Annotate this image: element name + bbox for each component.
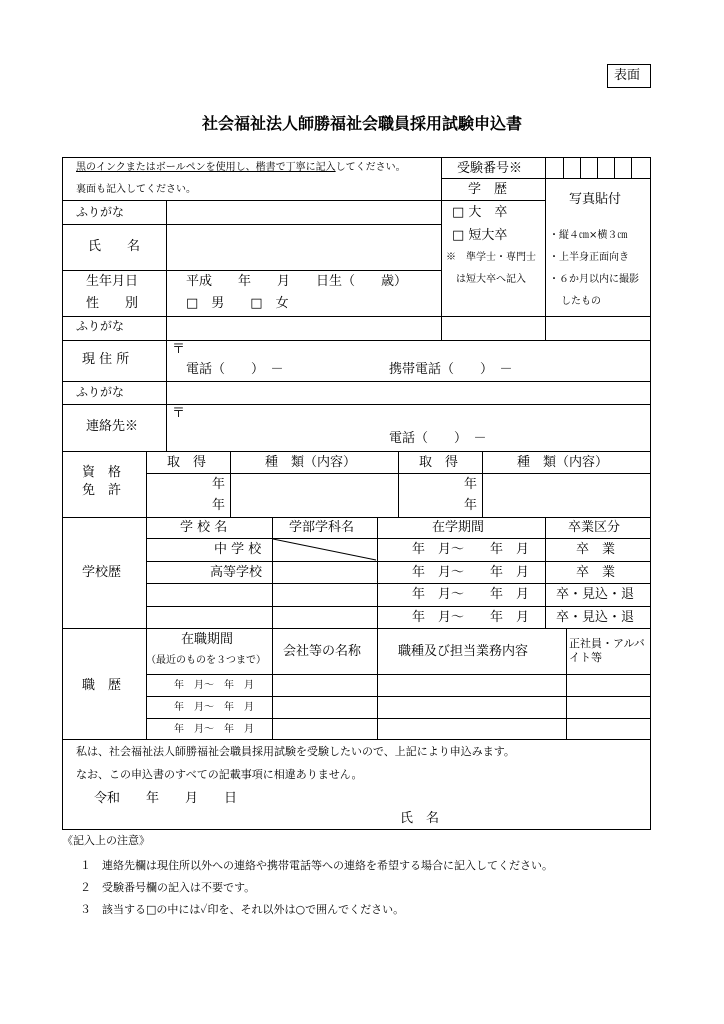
divider (166, 341, 167, 452)
diagonal-strike (272, 538, 377, 561)
school-grad-status: 卒 業 (576, 542, 616, 557)
divider (398, 452, 399, 518)
school-row-high-school: 高等学校 (210, 565, 263, 580)
license-year: 年 (212, 498, 226, 513)
note-3: ３ 該当する□の中には✓印を、それ以外は○で囲んでください。 (80, 903, 405, 916)
school-col-grad: 卒業区分 (568, 520, 621, 535)
address-label: 現 住 所 (82, 352, 130, 367)
photo-line1: ・縦４㎝×横３㎝ (549, 230, 628, 241)
address-section (62, 341, 651, 452)
work-period: 年 月～ 年 月 (174, 702, 254, 713)
license-header-type-2: 種 類（内容） (517, 455, 609, 470)
divider (146, 538, 651, 539)
divider (146, 518, 147, 629)
instructions-underlined: 黒のインクまたはボールペンを使用し、楷書で丁寧に記入 (76, 162, 336, 173)
divider (566, 629, 567, 740)
divider (146, 606, 651, 607)
address-mobile: 携帯電話（ ） － (389, 362, 513, 377)
divider (230, 452, 231, 518)
license-year: 年 (464, 477, 478, 492)
notes-header: 《記入上の注意》 (62, 834, 150, 847)
birth-value: 平成 年 月 日生（ 歳） (186, 274, 408, 289)
divider (441, 178, 651, 179)
work-period: 年 月～ 年 月 (174, 680, 254, 691)
school-label: 学校歴 (82, 565, 122, 580)
exam-number-label: 受験番号※ (457, 161, 523, 176)
divider (377, 629, 378, 740)
contact-label: 連絡先※ (86, 419, 139, 434)
license-header-acquired-2: 取 得 (419, 455, 459, 470)
divider (146, 718, 651, 719)
page-title: 社会福祉法人師勝福祉会職員採用試験申込書 (201, 114, 522, 133)
photo-line2: ・上半身正面向き (549, 252, 629, 263)
divider (545, 157, 546, 341)
declaration-line2: なお、この申込書のすべての記載事項に相違ありません。 (76, 768, 363, 781)
school-period: 年 月～ 年 月 (412, 587, 530, 602)
divider (62, 270, 441, 271)
photo-title: 写真貼付 (569, 192, 622, 207)
work-col-period-note: （最近のものを３つまで） (146, 655, 266, 666)
divider (272, 629, 273, 740)
note-2: ２ 受験番号欄の記入は不要です。 (80, 881, 256, 894)
exam-number-cell (614, 157, 615, 178)
divider (441, 200, 545, 201)
license-year: 年 (464, 498, 478, 513)
address-phone: 電話（ ） － (186, 362, 284, 377)
contact-phone: 電話（ ） － (389, 431, 487, 446)
furigana-label-contact: ふりがな (76, 385, 125, 399)
name-label: 氏 名 (88, 239, 141, 254)
address-postal-mark: 〒 (172, 342, 186, 357)
divider (146, 583, 651, 584)
work-col-duties: 職種及び担当業務内容 (398, 644, 529, 659)
school-col-faculty: 学部学科名 (289, 520, 355, 535)
photo-line3: ・６か月以内に撮影 (549, 274, 639, 285)
education-note1: ※ 準学士・専門士 (446, 252, 536, 263)
divider (545, 518, 546, 629)
furigana-label: ふりがな (76, 205, 125, 219)
divider (62, 200, 441, 201)
license-label-2: 免 許 (82, 483, 122, 498)
contact-postal-mark: 〒 (172, 406, 186, 421)
license-header-acquired-1: 取 得 (167, 455, 207, 470)
declaration-signature-label: 氏 名 (400, 811, 440, 826)
work-label: 職 歴 (82, 678, 122, 693)
work-col-type: 正社員・アルバイト等 (569, 637, 645, 664)
work-period: 年 月～ 年 月 (174, 724, 254, 735)
school-period: 年 月～ 年 月 (412, 542, 530, 557)
surface-label: 表面 (614, 68, 641, 83)
exam-number-cell (597, 157, 598, 178)
divider (272, 518, 273, 629)
license-label-1: 資 格 (82, 465, 122, 480)
divider (62, 381, 651, 382)
school-grad-status: 卒 業 (576, 565, 616, 580)
divider (62, 404, 651, 405)
license-year: 年 (212, 477, 226, 492)
divider (441, 157, 442, 341)
sex-label: 性 別 (86, 296, 139, 311)
furigana-label-name: ふりがな (76, 319, 125, 333)
divider (62, 224, 441, 225)
sex-options[interactable]: □ 男 □ 女 (186, 296, 289, 311)
school-col-name: 学 校 名 (180, 520, 228, 535)
divider (146, 561, 651, 562)
license-header-type-1: 種 類（内容） (265, 455, 357, 470)
school-grad-status: 卒・見込・退 (556, 587, 635, 602)
divider (146, 674, 651, 675)
work-col-period: 在職期間 (181, 632, 234, 647)
education-note2: は短大卒へ記入 (456, 274, 526, 285)
school-period: 年 月～ 年 月 (412, 565, 530, 580)
declaration-date: 令和 年 月 日 (94, 791, 238, 806)
divider (146, 452, 147, 518)
school-period: 年 月～ 年 月 (412, 610, 530, 625)
instructions-line1 (76, 163, 406, 173)
instructions-back: 裏面も記入してください。 (76, 184, 196, 195)
school-grad-status: 卒・見込・退 (556, 610, 635, 625)
divider (482, 452, 483, 518)
exam-number-cell (563, 157, 564, 178)
work-col-company: 会社等の名称 (283, 644, 362, 659)
education-header: 学 歴 (468, 182, 508, 197)
exam-number-cell (631, 157, 632, 178)
birth-label: 生年月日 (86, 274, 139, 289)
divider (62, 316, 651, 317)
divider (377, 518, 378, 629)
instructions-rest: してください。 (335, 162, 406, 173)
education-option-junior-college[interactable]: □ 短大卒 (452, 228, 508, 243)
education-option-university[interactable]: □ 大 卒 (452, 205, 508, 220)
divider (146, 696, 651, 697)
note-1: １ 連絡先欄は現住所以外への連絡や携帯電話等への連絡を希望する場合に記入してください。 (80, 859, 553, 872)
exam-number-cell (580, 157, 581, 178)
photo-line4: したもの (561, 296, 601, 307)
divider (146, 629, 147, 740)
declaration-line1: 私は、社会福祉法人師勝福祉会職員採用試験を受験したいので、上記により申込みます。 (76, 745, 515, 758)
school-row-junior-high: 中 学 校 (214, 542, 262, 557)
divider (146, 473, 651, 474)
school-col-period: 在学期間 (432, 520, 485, 535)
